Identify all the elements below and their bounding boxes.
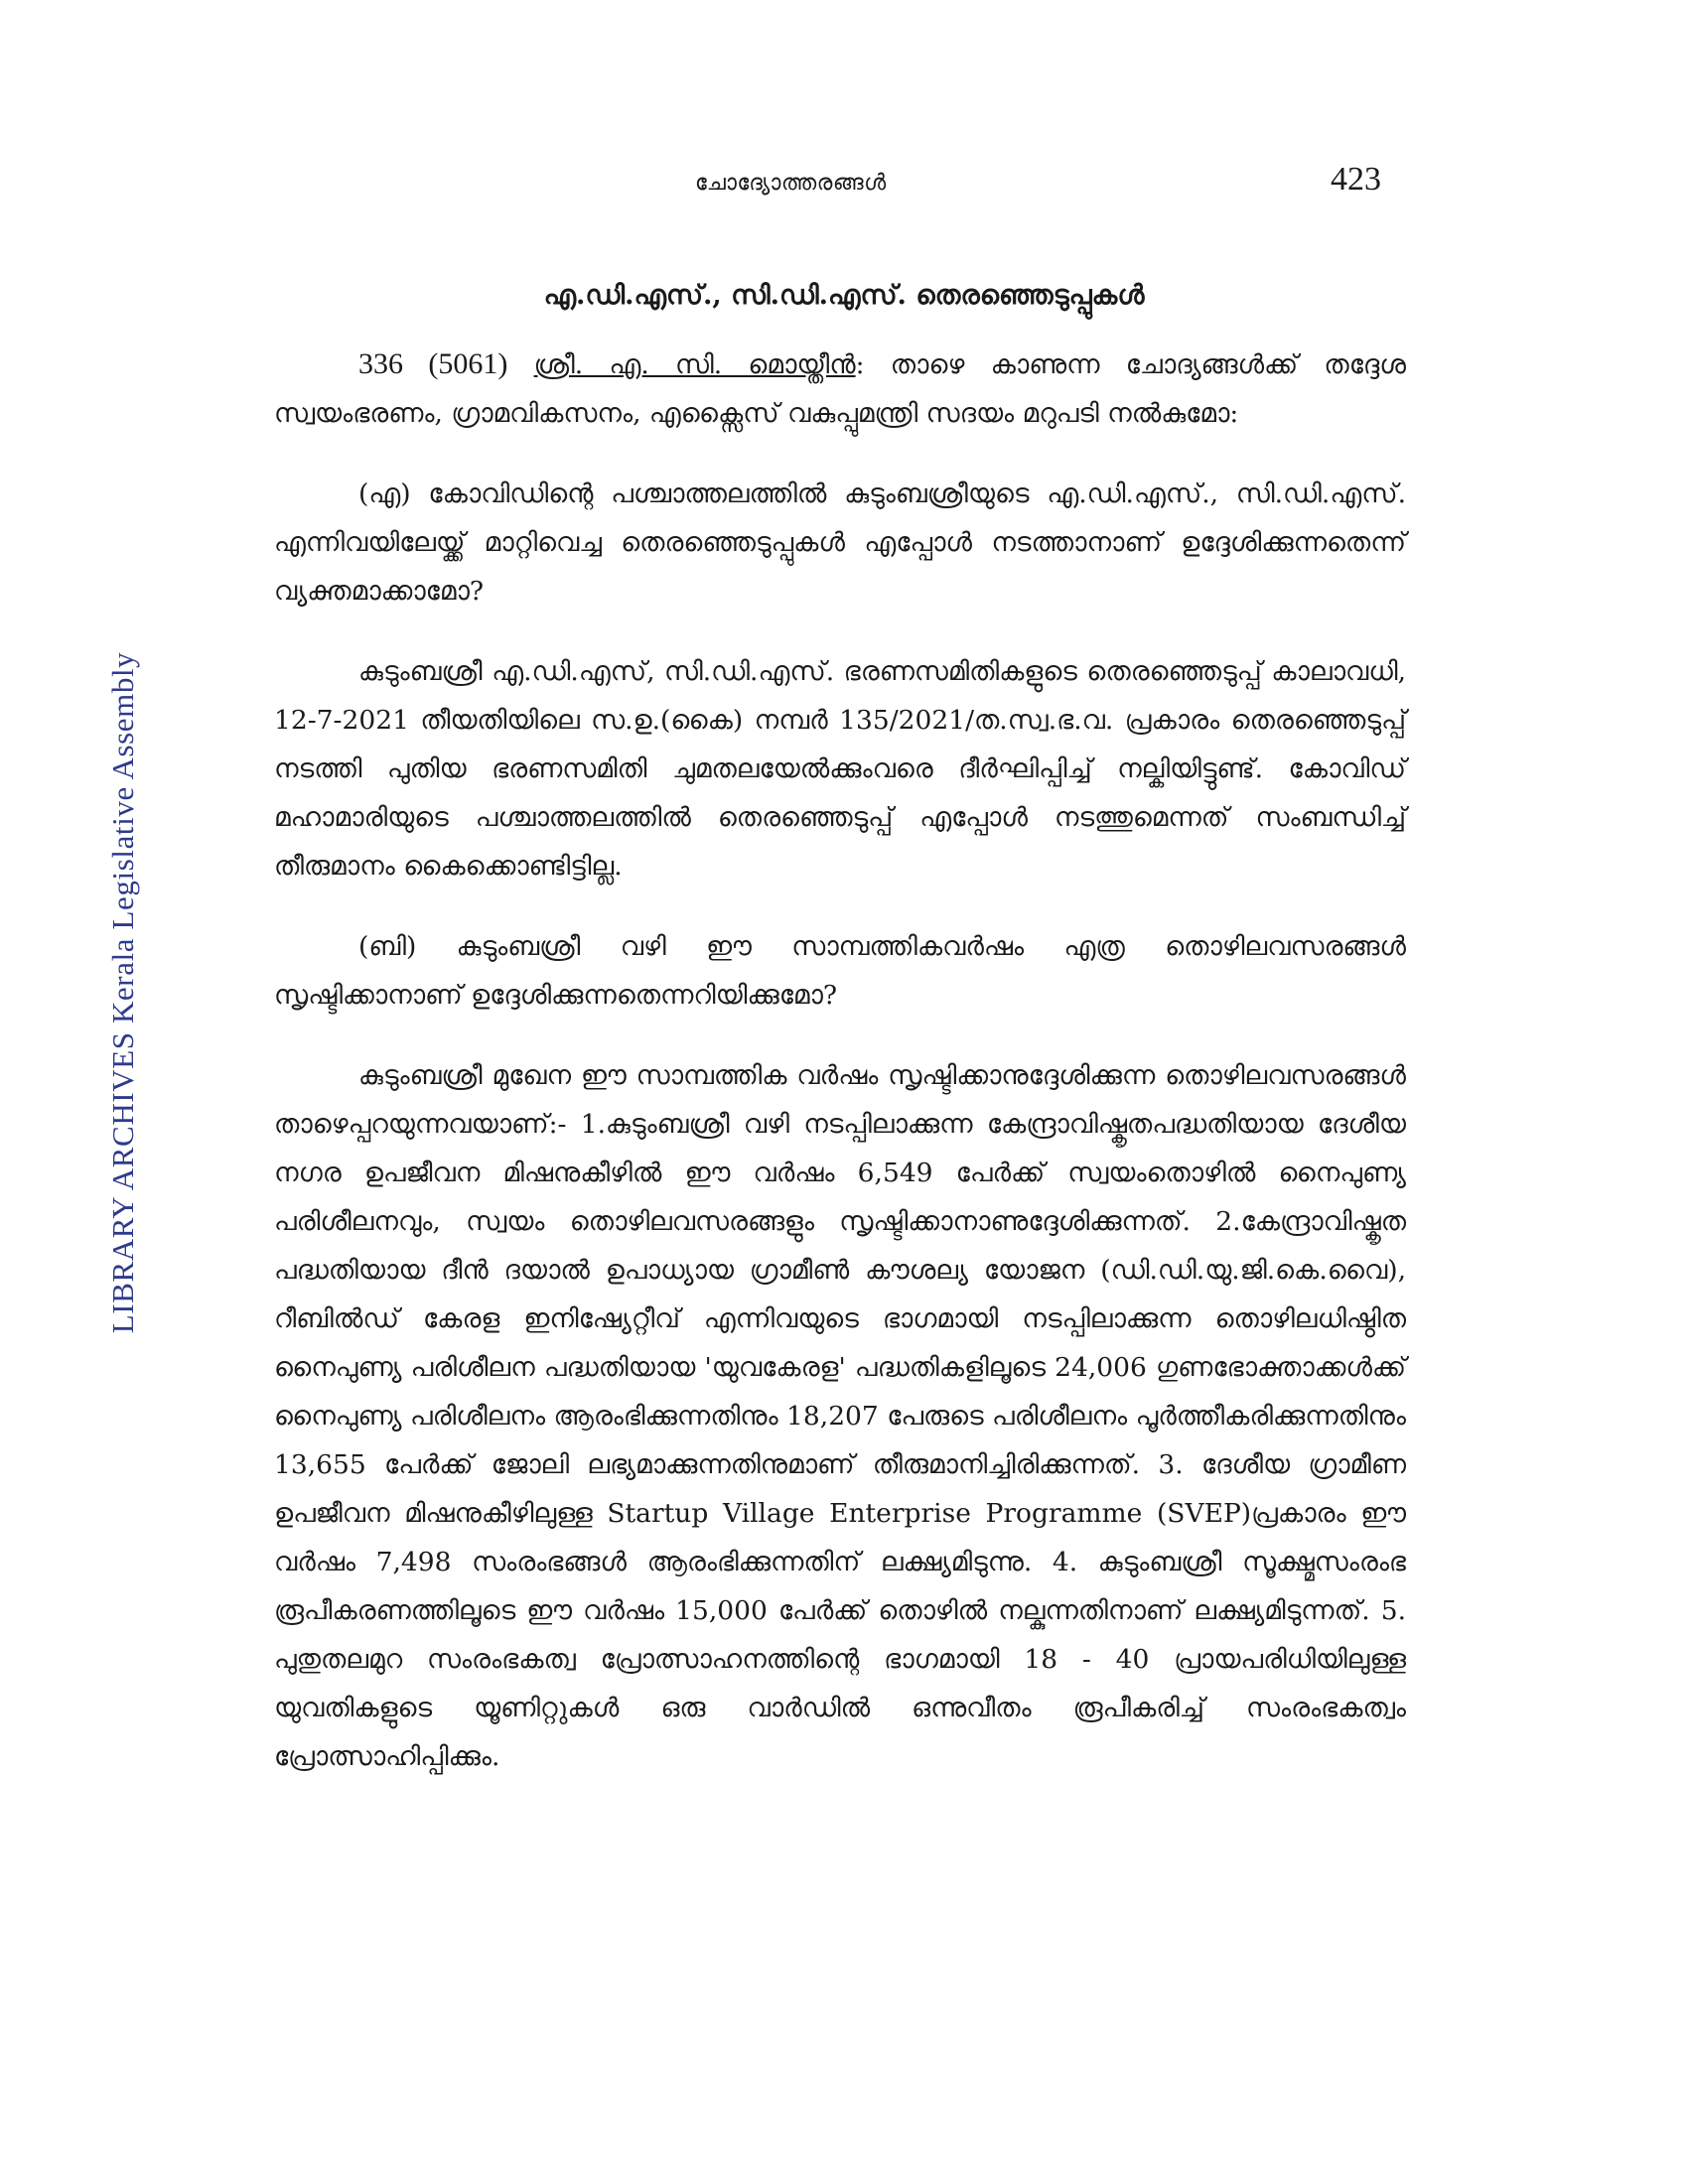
question-a: (എ) കോവിഡിന്റെ പശ്ചാത്തലത്തിൽ കുടുംബശ്രീയുടെ എ.ഡി.എസ്., സി.ഡി.എസ്. എന്നിവയിലേയ്ക്ക് മാറ്റിവെച്ച തെരഞ്ഞെടുപ്പുകൾ എപ്പോൾ നടത്താനാണ് ഉദ്ദേശിക്കുന്നതെന്ന് വ്യക്തമാക്കാമോ? bbox=[274, 478, 1406, 607]
page-number: 423 bbox=[1331, 161, 1381, 198]
answer-b: കുടുംബശ്രീ മുഖേന ഈ സാമ്പത്തിക വർഷം സൃഷ്ടിക്കാനുദ്ദേശിക്കുന്ന തൊഴിലവസരങ്ങൾ താഴെപ്പറയുന്നവയാണ്:- 1.കുടുംബശ്രീ വഴി നടപ്പിലാക്കുന്ന കേന്ദ്രാവിഷ്കൃതപദ്ധതിയായ ദേശീയ നഗര ഉപജീവന മിഷനുകീഴിൽ ഈ വർഷം 6,549 പേർക്ക് സ്വയംതൊഴിൽ നൈപുണ്യ പരിശീലനവും, സ്വയം തൊഴിലവസരങ്ങളും സൃഷ്ടിക്കാനാണുദ്ദേശിക്കുന്നത്. 2.കേന്ദ്രാവിഷ്കൃത പദ്ധതിയായ ദീൻ ദയാൽ ഉപാധ്യായ ഗ്രാമീൺ കൗശല്യ യോജന (ഡി.ഡി.യു.ജി.കെ.വൈ), റീബിൽഡ് കേരള ഇനിഷ്യേറ്റീവ് എന്നിവയുടെ ഭാഗമായി നടപ്പിലാക്കുന്ന തൊഴിലധിഷ്ഠിത നൈപുണ്യ പരിശീലന പദ്ധതിയായ 'യുവകേരള' പദ്ധതികളിലൂടെ 24,006 ഗുണഭോക്താക്കൾക്ക് നൈപുണ്യ പരിശീലനം ആരംഭിക്കുന്നതിനും 18,207 പേരുടെ പരിശീലനം പൂർത്തീകരിക്കുന്നതിനും 13,655 പേർക്ക് ജോലി ലഭ്യമാക്കുന്നതിനുമാണ് തീരുമാനിച്ചിരിക്കുന്നത്. 3. ദേശീയ ഗ്രാമീണ ഉപജീവന മിഷനുകീഴിലുള്ള Startup Village Enterprise Programme (SVEP)പ്രകാരം ഈ വർഷം 7,498 സംരംഭങ്ങൾ ആരംഭിക്കുന്നതിന് ലക്ഷ്യമിടുന്നു. 4. കുടുംബശ്രീ സൂക്ഷ്മസംരംഭ രൂപീകരണത്തിലൂടെ ഈ വർഷം 15,000 പേർക്ക് തൊഴിൽ നല്കുന്നതിനാണ് ലക്ഷ്യമിടുന്നത്. 5. പുതുതലമുറ സംരംഭകത്വ പ്രോത്സാഹനത്തിന്റെ ഭാഗമായി 18 - 40 പ്രായപരിധിയിലുള്ള യുവതികളുടെ യൂണിറ്റുകൾ ഒരു വാർഡിൽ ഒന്നുവീതം രൂപീകരിച്ച് സംരംഭകത്വം പ്രോത്സാഹിപ്പിക്കും. bbox=[274, 1060, 1406, 1772]
running-head: ചോദ്യോത്തരങ്ങൾ bbox=[695, 171, 887, 196]
question-intro-text: : താഴെ കാണുന്ന ചോദ്യങ്ങൾക്ക് തദ്ദേശ സ്വയംഭരണം, ഗ്രാമവികസനം, എക്സൈസ് വകുപ്പുമന്ത്രി സദയം മറുപടി നൽകുമോ: bbox=[274, 349, 1406, 429]
question-b: (ബി) കുടുംബശ്രീ വഴി ഈ സാമ്പത്തികവർഷം എത്ര തൊഴിലവസരങ്ങൾ സൃഷ്ടിക്കാനാണ് ഉദ്ദേശിക്കുന്നതെന്നറിയിക്കുമോ? bbox=[274, 931, 1406, 1011]
archive-watermark: LIBRARY ARCHIVES Kerala Legislative Assembly bbox=[105, 651, 140, 1334]
question-intro bbox=[274, 340, 1406, 438]
question-number: 336 (5061) bbox=[358, 347, 508, 380]
question-title: എ.ഡി.എസ്., സി.ഡി.എസ്. തെരഞ്ഞെടുപ്പുകൾ bbox=[543, 280, 1145, 311]
answer-a: കുടുംബശ്രീ എ.ഡി.എസ്, സി.ഡി.എസ്. ഭരണസമിതികളുടെ തെരഞ്ഞെടുപ്പ് കാലാവധി, 12-7-2021 തീയതിയിലെ സ.ഉ.(കൈ) നമ്പർ 135/2021/ത.സ്വ.ഭ.വ. പ്രകാരം തെരഞ്ഞെടുപ്പ് നടത്തി പുതിയ ഭരണസമിതി ചുമതലയേൽക്കുംവരെ ദീർഘിപ്പിച്ച് നല്കിയിട്ടുണ്ട്. കോവിഡ് മഹാമാരിയുടെ പശ്ചാത്തലത്തിൽ തെരഞ്ഞെടുപ്പ് എപ്പോൾ നടത്തുമെന്നത് സംബന്ധിച്ച് തീരുമാനം കൈക്കൊണ്ടിട്ടില്ല. bbox=[274, 656, 1406, 882]
member-name: ശ്രീ. എ. സി. മൊയ്തീൻ bbox=[533, 349, 856, 380]
question-body bbox=[274, 340, 1406, 1813]
